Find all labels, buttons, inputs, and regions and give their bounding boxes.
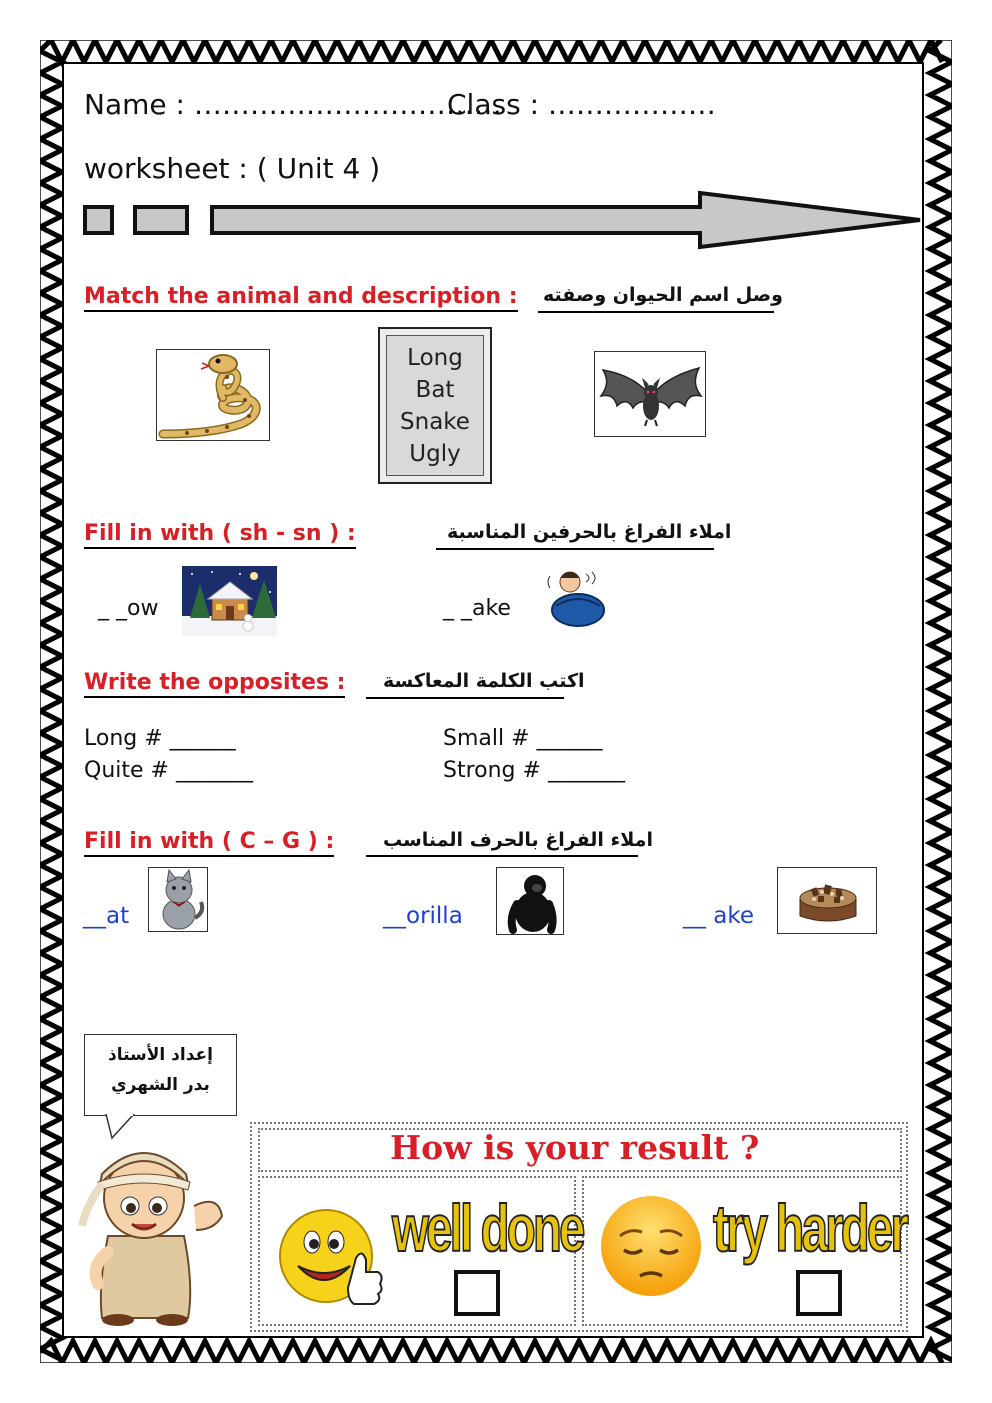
author-title: إعداد الأستاذ <box>108 1045 213 1065</box>
cat-picture <box>148 867 208 932</box>
snowy-house-picture <box>182 566 277 636</box>
c-g-section-title-arabic: املاء الفراغ بالحرف المناسب <box>383 829 653 851</box>
gorilla-icon <box>497 868 564 935</box>
cake-picture <box>777 867 877 934</box>
arabic-underline <box>366 855 638 857</box>
cat-blank[interactable]: __at <box>83 903 130 929</box>
sh-sn-section-title-arabic: املاء الفراغ بالحرفين المناسبة <box>447 521 732 543</box>
word-snake: Snake <box>400 408 470 435</box>
snow-blank[interactable]: _ _ow <box>98 596 159 621</box>
word-bank-box <box>378 327 492 484</box>
arabic-underline <box>436 548 714 550</box>
author-name: بدر الشهري <box>111 1075 210 1095</box>
shaking-boy-picture <box>544 566 612 628</box>
bat-picture <box>594 351 706 437</box>
well-done-label: well done <box>392 1191 583 1265</box>
worksheet-title: worksheet : ( Unit 4 ) <box>84 152 381 185</box>
sh-sn-section-title: Fill in with ( sh - sn ) : <box>84 521 356 549</box>
opposites-section-title-arabic: اكتب الكلمة المعاكسة <box>383 670 585 692</box>
word-bat: Bat <box>415 376 455 403</box>
shake-blank[interactable]: _ _ake <box>443 596 511 621</box>
cat-icon <box>149 868 208 932</box>
opposite-long[interactable]: Long # ______ <box>84 726 236 751</box>
bat-icon <box>595 352 706 437</box>
gorilla-picture <box>496 867 564 935</box>
snake-picture <box>156 349 270 441</box>
try-harder-label: try harder <box>713 1191 907 1265</box>
match-section-title: Match the animal and description : <box>84 284 518 312</box>
arabic-underline <box>538 311 774 313</box>
author-speech-bubble <box>84 1034 237 1116</box>
match-section-title-arabic: وصل اسم الحيوان وصفته <box>543 284 783 306</box>
word-ugly: Ugly <box>409 440 461 467</box>
result-title: How is your result ? <box>390 1128 760 1167</box>
class-field[interactable]: Class : ……………… <box>447 88 716 121</box>
word-long: Long <box>407 344 463 371</box>
opposites-section-title: Write the opposites : <box>84 670 345 698</box>
cake-icon <box>778 868 877 934</box>
snake-icon <box>157 350 270 441</box>
opposite-small[interactable]: Small # ______ <box>443 726 603 751</box>
cartoon-boy-mascot <box>68 1136 236 1328</box>
arabic-underline <box>366 697 564 699</box>
name-field[interactable]: Name : …………………………… <box>84 88 502 121</box>
opposite-quite[interactable]: Quite # _______ <box>84 758 253 783</box>
thumbs-up-smiley-icon <box>270 1184 385 1319</box>
cake-blank[interactable]: __ ake <box>683 903 755 929</box>
c-g-section-title: Fill in with ( C – G ) : <box>84 829 334 857</box>
opposite-strong[interactable]: Strong # _______ <box>443 758 625 783</box>
snowy-house-icon <box>182 566 277 636</box>
well-done-checkbox[interactable] <box>454 1270 500 1316</box>
sad-face-icon <box>598 1184 704 1308</box>
try-harder-checkbox[interactable] <box>796 1270 842 1316</box>
gorilla-blank[interactable]: __orilla <box>383 903 463 929</box>
arrow-graphic <box>82 190 924 250</box>
shaking-boy-icon <box>544 566 612 628</box>
